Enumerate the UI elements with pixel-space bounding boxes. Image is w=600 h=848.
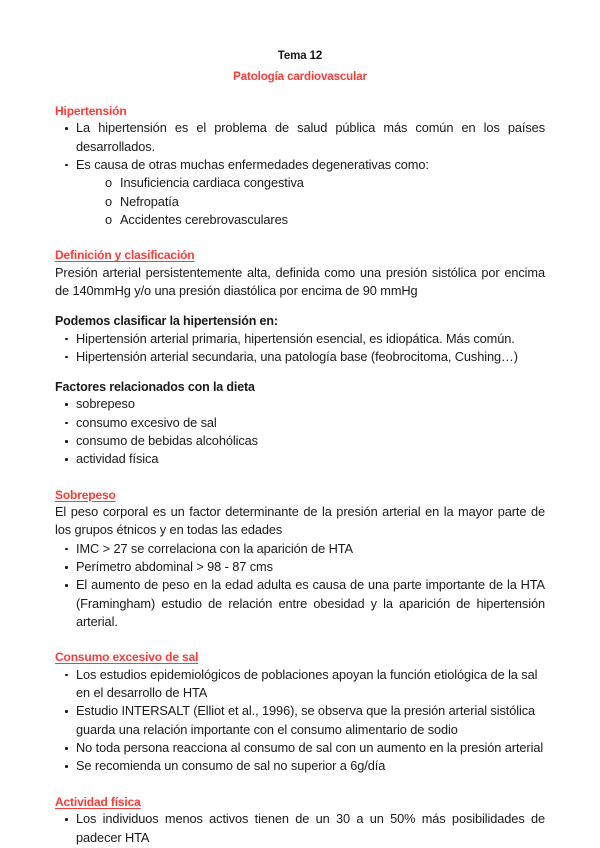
document-content — [55, 0, 545, 847]
list-item — [55, 193, 545, 211]
list-item: Perímetro abdominal > 98 - 87 cms — [55, 558, 545, 576]
factores-dieta-bullet-list — [55, 395, 545, 468]
section-heading-hipertension: Hipertensión — [55, 103, 127, 118]
sub-bullet-marker: o — [105, 211, 113, 227]
section-heading-consumo-sal: Consumo excesivo de sal — [55, 650, 199, 665]
section-actividad-fisica — [55, 795, 545, 847]
list-item: consumo de bebidas alcohólicas — [55, 432, 545, 450]
sub-bullet-label: Nefropatía — [120, 193, 179, 209]
section-hipertension — [55, 104, 545, 229]
list-item: No toda persona reacciona al consumo de sal con un aumento en la presión arterial — [55, 739, 545, 757]
list-item: Es causa de otras muchas enfermedades degenerativas como: — [55, 156, 545, 174]
section-factores-dieta — [55, 379, 545, 468]
list-item: Los individuos menos activos tienen de un 30 a un 50% más posibilidades de padecer HTA — [55, 810, 545, 847]
list-item — [55, 174, 545, 192]
actividad-fisica-bullet-list — [55, 810, 545, 847]
list-item: IMC > 27 se correlaciona con la aparición de HTA — [55, 540, 545, 558]
document-subtitle: Patología cardiovascular — [233, 71, 367, 84]
sub-bullet-label: Insuficiencia cardiaca congestiva — [120, 175, 304, 191]
hipertension-bullet-list — [55, 119, 545, 174]
consumo-sal-bullet-list — [55, 666, 545, 776]
sub-bullet-label: Accidentes cerebrovasculares — [120, 211, 288, 227]
section-heading-actividad-fisica: Actividad física — [55, 794, 141, 809]
definicion-paragraph: Presión arterial persistentemente alta, definida como una presión sistólica por encima de 140mmHg y/o una presión diastólica por encima de 90 mmHg — [55, 264, 545, 299]
list-item — [55, 211, 545, 229]
list-item: Estudio INTERSALT (Elliot et al., 1996), se observa que la presión arterial sistólica guarda una relación importante con el consumo alimentario de sodio — [55, 702, 545, 739]
list-item: Hipertensión arterial primaria, hipertensión esencial, es idiopática. Más común. — [55, 330, 545, 348]
sobrepeso-bullet-list — [55, 540, 545, 631]
definicion-subheading: Podemos clasificar la hipertensión en: — [55, 314, 278, 329]
section-heading-definicion: Definición y clasificación — [55, 248, 195, 263]
list-item: sobrepeso — [55, 395, 545, 413]
sobrepeso-paragraph: El peso corporal es un factor determinante de la presión arterial en la mayor parte de los grupos étnicos y en todas las edades — [55, 504, 545, 538]
list-item: Se recomienda un consumo de sal no superior a 6g/día — [55, 757, 545, 775]
list-item: consumo excesivo de sal — [55, 414, 545, 432]
list-item: La hipertensión es el problema de salud pública más común en los países desarrollados. — [55, 119, 545, 156]
document-title: Tema 12 — [277, 50, 323, 62]
sub-bullet-marker: o — [105, 175, 113, 191]
section-sobrepeso — [55, 488, 545, 632]
list-item: Hipertensión arterial secundaria, una patología base (feobrocitoma, Cushing…) — [55, 348, 545, 366]
sub-bullet-marker: o — [105, 193, 113, 209]
section-heading-sobrepeso: Sobrepeso — [55, 487, 116, 502]
list-item: Los estudios epidemiológicos de poblaciones apoyan la función etiológica de la sal en el desarrollo de HTA — [55, 666, 545, 703]
list-item: actividad física — [55, 450, 545, 468]
list-item: El aumento de peso en la edad adulta es causa de una parte importante de la HTA (Framingham) estudio de relación entre obesidad y la aparición de hipertensión arterial. — [55, 576, 545, 631]
definicion-bullet-list — [55, 330, 545, 367]
section-consumo-sal — [55, 650, 545, 775]
section-heading-factores-dieta: Factores relacionados con la dieta — [55, 380, 255, 395]
section-definicion-clasificacion — [55, 248, 545, 366]
hipertension-subbullet-list — [55, 174, 545, 229]
